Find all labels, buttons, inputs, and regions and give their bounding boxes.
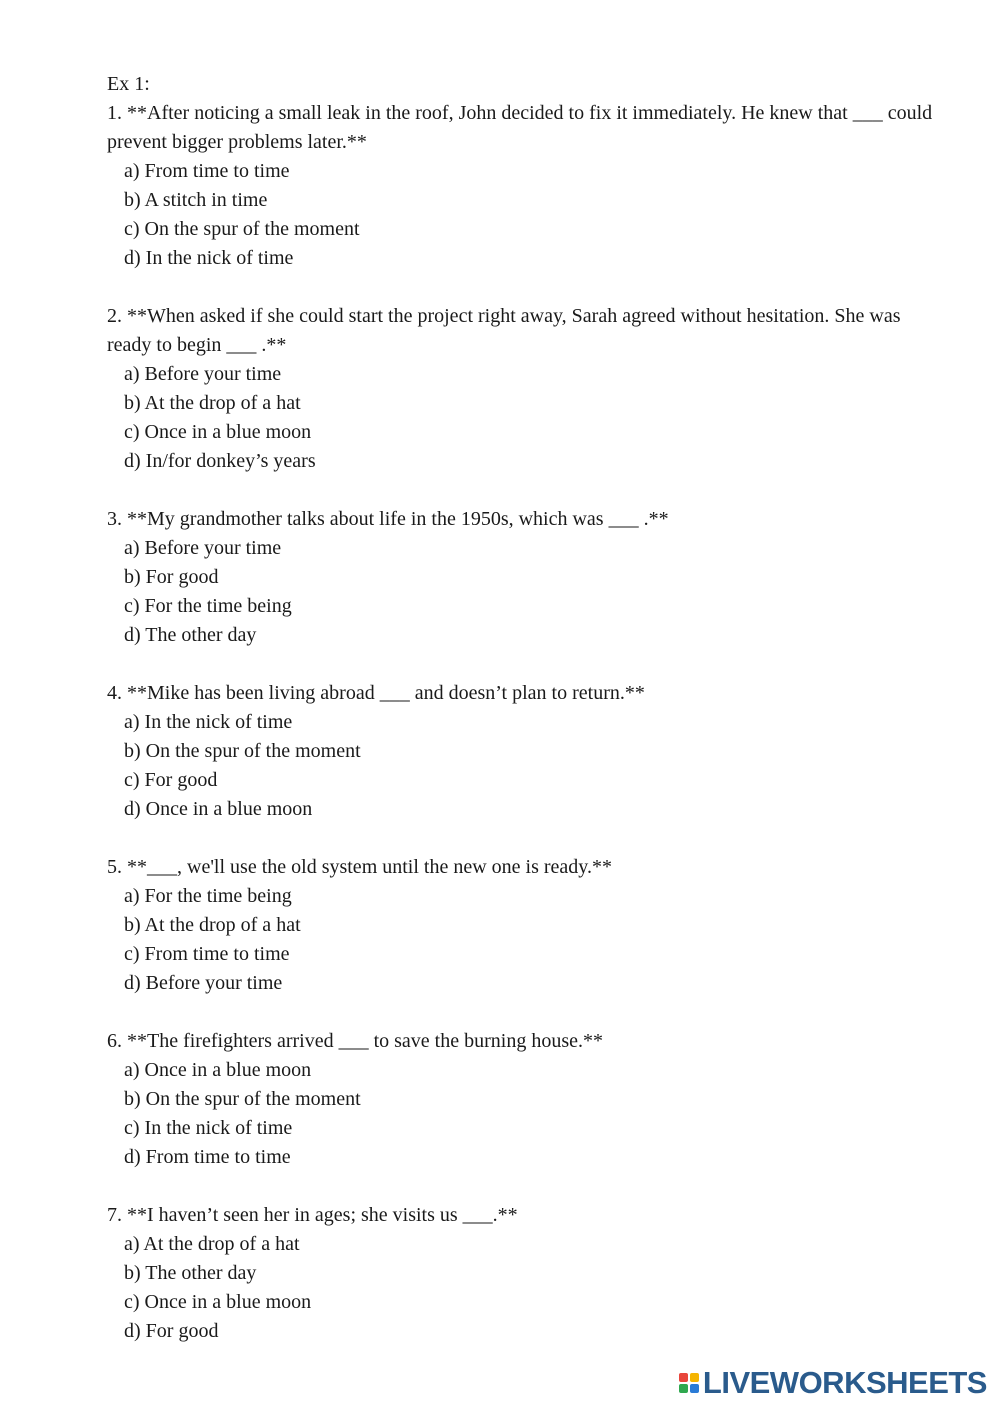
answer-option: a) From time to time	[124, 160, 290, 182]
answer-option: c) For the time being	[124, 595, 292, 617]
question-stem: 3. **My grandmother talks about life in the 1950s, which was ___ .**	[107, 508, 669, 530]
question-stem: 6. **The firefighters arrived ___ to save the burning house.**	[107, 1030, 603, 1052]
answer-option: d) The other day	[124, 624, 257, 646]
question-stem: 1. **After noticing a small leak in the roof, John decided to fix it immediately. He knew that ___ could prevent bigger problems later.**	[107, 102, 933, 153]
logo-square-green	[679, 1384, 688, 1393]
answer-option: c) Once in a blue moon	[124, 421, 312, 443]
watermark-text: LIVEWORKSHEETS	[702, 1365, 987, 1400]
question-block	[107, 1027, 937, 1172]
answer-option: a) Once in a blue moon	[124, 1059, 312, 1081]
answer-options	[107, 157, 937, 273]
question-stem: 5. **___, we'll use the old system until the new one is ready.**	[107, 856, 612, 878]
answer-option: d) Once in a blue moon	[124, 798, 313, 820]
answer-option: a) In the nick of time	[124, 711, 293, 733]
answer-option: b) A stitch in time	[124, 189, 268, 211]
answer-option: b) At the drop of a hat	[124, 392, 301, 414]
question-stem: 2. **When asked if she could start the project right away, Sarah agreed without hesitation. She was ready to begin ___ .**	[107, 305, 901, 356]
answer-option: c) On the spur of the moment	[124, 218, 360, 240]
liveworksheets-logo-icon	[679, 1373, 699, 1393]
answer-option: a) Before your time	[124, 363, 282, 385]
question-block	[107, 853, 937, 998]
question-stem: 4. **Mike has been living abroad ___ and doesn’t plan to return.**	[107, 682, 645, 704]
answer-options	[107, 708, 937, 824]
answer-option: c) For good	[124, 769, 218, 791]
answer-options	[107, 534, 937, 650]
question-block	[107, 1201, 937, 1346]
answer-option: d) In/for donkey’s years	[124, 450, 316, 472]
answer-option: a) At the drop of a hat	[124, 1233, 300, 1255]
answer-option: b) At the drop of a hat	[124, 914, 301, 936]
answer-option: b) For good	[124, 566, 219, 588]
answer-option: b) On the spur of the moment	[124, 740, 361, 762]
question-block	[107, 99, 937, 273]
question-block	[107, 505, 937, 650]
logo-square-red	[679, 1373, 688, 1382]
question-stem: 7. **I haven’t seen her in ages; she visits us ___.**	[107, 1204, 518, 1226]
answer-option: d) For good	[124, 1320, 219, 1342]
answer-option: c) From time to time	[124, 943, 290, 965]
answer-options	[107, 360, 937, 476]
question-block	[107, 679, 937, 824]
liveworksheets-watermark	[679, 1367, 987, 1398]
answer-option: d) From time to time	[124, 1146, 291, 1168]
answer-option: b) On the spur of the moment	[124, 1088, 361, 1110]
answer-option: c) Once in a blue moon	[124, 1291, 312, 1313]
question-block	[107, 302, 937, 476]
answer-option: d) In the nick of time	[124, 247, 294, 269]
question-list	[107, 99, 937, 1346]
answer-option: d) Before your time	[124, 972, 283, 994]
answer-option: a) Before your time	[124, 537, 282, 559]
answer-options	[107, 1230, 937, 1346]
logo-square-yellow	[690, 1373, 699, 1382]
answer-options	[107, 882, 937, 998]
answer-option: a) For the time being	[124, 885, 292, 907]
answer-options	[107, 1056, 937, 1172]
answer-option: b) The other day	[124, 1262, 257, 1284]
answer-option: c) In the nick of time	[124, 1117, 293, 1139]
logo-square-blue	[690, 1384, 699, 1393]
worksheet	[107, 70, 937, 1375]
exercise-heading: Ex 1:	[107, 73, 150, 95]
